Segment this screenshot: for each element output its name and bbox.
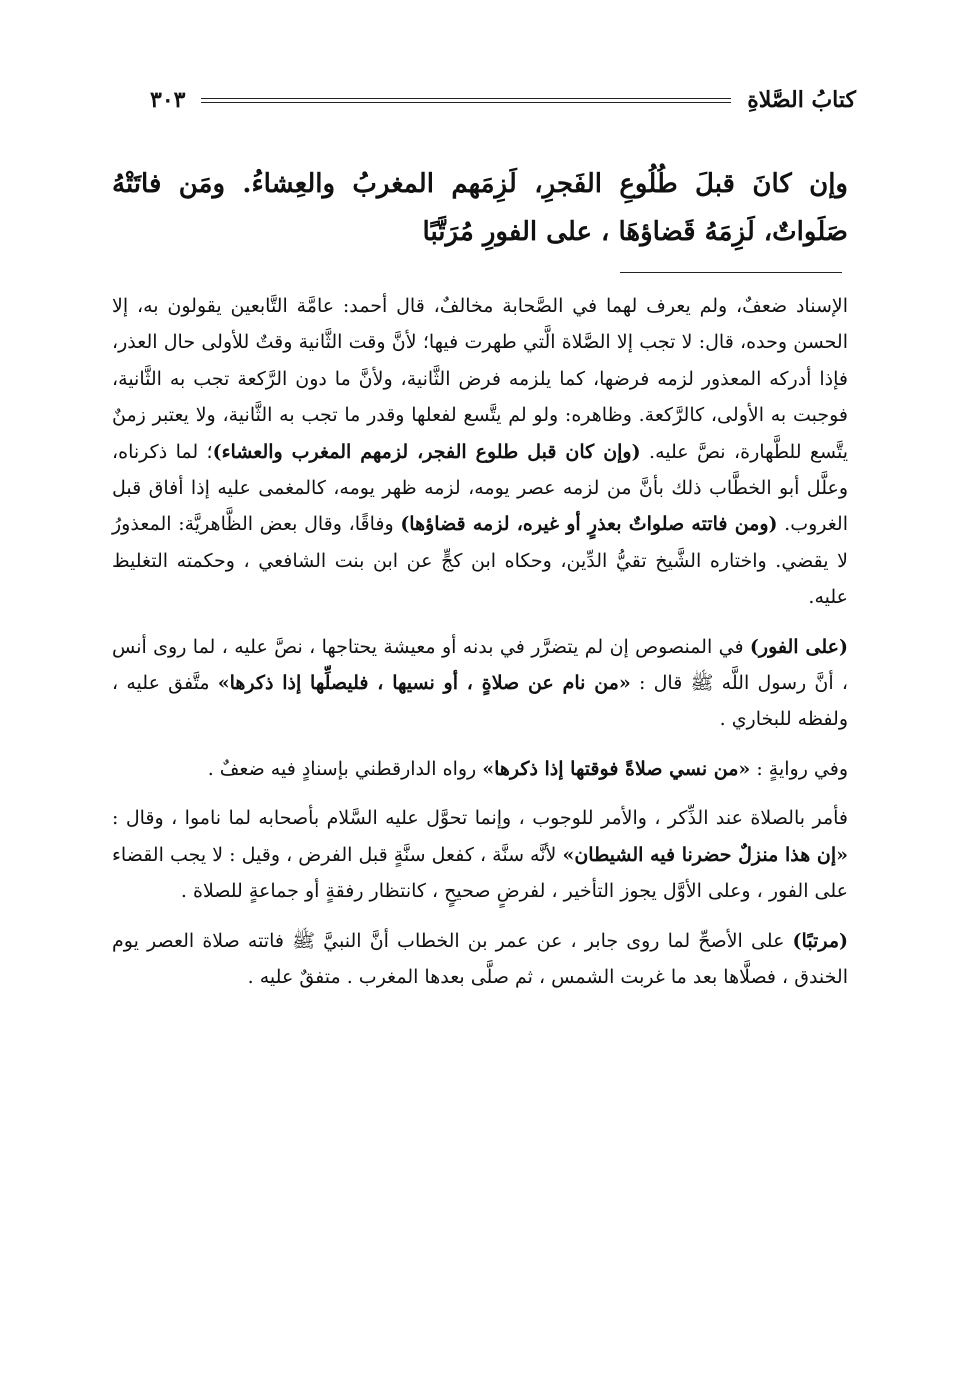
page-number: ٣٠٣	[150, 87, 186, 113]
section-divider	[620, 272, 842, 273]
quoted-matn: (مرتبًا)	[792, 929, 848, 952]
matn-paragraph: وإن كانَ قبلَ طُلُوعِ الفَجرِ، لَزِمَهم المغربُ والعِشاءُ. ومَن فاتَتْهُ صَلَواتٌ، لَزِمَهُ قَضاؤهَا ، على الفورِ مُرَتَّبًا	[112, 169, 848, 247]
commentary-paragraph-5	[112, 923, 848, 996]
commentary-paragraph-1	[112, 288, 848, 616]
header-rule	[201, 98, 731, 103]
commentary-paragraph-4	[112, 800, 848, 909]
text-segment: متَّفق عليه ، ولفظه للبخاري .	[112, 672, 848, 731]
text-segment: في المنصوص إن لم يتضرَّر في بدنه أو معيشة يحتاجها ، نصَّ عليه ، لما روى أنس ، أنَّ رسول اللَّه ﷺ قال :	[112, 635, 848, 695]
text-segment: وفاقًا، وقال بعض الظَّاهريَّة: المعذورُ لا يقضي. واختاره الشَّيخ تقيُّ الدِّين، وحكاه ابن كجٍّ عن ابن بنت الشافعي ، وحكمته التغليظ عليه.	[112, 513, 848, 609]
hadith-quote: «من نسي صلاةً فوقتها إذا ذكرها»	[482, 757, 751, 780]
quoted-matn: (على الفور)	[749, 635, 848, 658]
hadith-quote: «من نام عن صلاةٍ ، أو نسيها ، فليصلِّها إذا ذكرها»	[217, 672, 631, 695]
commentary-paragraph-3	[112, 751, 848, 787]
text-segment: فأمر بالصلاة عند الذِّكر ، والأمر للوجوب ، وإنما تحوَّل عليه السَّلام بأصحابه لما ناموا ، وقال :	[112, 807, 848, 830]
commentary-paragraph-2	[112, 629, 848, 738]
text-segment: لأنَّه سنَّة ، كفعل سنَّةٍ قبل الفرض ، وقيل : لا يجب القضاء على الفور ، وعلى الأوَّل يجوز التأخير ، لفرضٍ صحيحٍ ، كانتظار رفقةٍ أو جماعةٍ للصلاة .	[112, 843, 848, 903]
matn-text	[112, 160, 848, 256]
running-header	[150, 82, 856, 118]
quoted-matn: (وإن كان قبل طلوع الفجر، لزمهم المغرب والعشاء)	[212, 440, 641, 463]
chapter-title: كتابُ الصَّلاةِ	[747, 87, 856, 113]
text-segment: رواه الدارقطني بإسنادٍ فيه ضعفٌ .	[207, 757, 483, 780]
text-segment: وفي روايةٍ :	[750, 757, 848, 780]
text-segment: على الأصحِّ لما روى جابر ، عن عمر بن الخطاب أنَّ النبيَّ ﷺ فاتته صلاة العصر يوم الخندق ، فصلَّاها بعد ما غربت الشمس ، ثم صلَّى بعدها المغرب . متفقٌ عليه .	[112, 929, 848, 988]
text-segment: ؛ لما ذكرناه، وعلَّل أبو الخطَّاب ذلك بأنَّ من لزمه عصر يومه، لزمه ظهر يومه، كالمغمى عليه إذا أفاق قبل الغروب.	[112, 440, 848, 536]
quoted-matn: (ومن فاتته صلواتٌ بعذرٍ أو غيره، لزمه قضاؤها)	[400, 513, 778, 536]
commentary-text	[112, 288, 848, 1008]
text-segment: الإسناد ضعفٌ، ولم يعرف لهما في الصَّحابة مخالفٌ، قال أحمد: عامَّة التَّابعين يقولون به، إلا الحسن وحده، قال: لا تجب إلا الصَّلاة الَّتي طهرت فيها؛ لأنَّ وقت الثَّانية وقتٌ للأولى حال العذر، فإذا أدركه المعذور لزمه فرضها، كما يلزمه فرض الثَّانية، ولأنَّ ما دون الرَّكعة تجب به الثَّانية، فوجبت به الأولى، كالرَّكعة. وظاهره: ولو لم يتَّسع لفعلها وقدر ما تجب به الثَّانية، ولا يعتبر زمنٌ يتَّسع للطَّهارة، نصَّ عليه.	[112, 295, 848, 463]
hadith-quote: «إن هذا منزلٌ حضرنا فيه الشيطان»	[562, 843, 849, 866]
